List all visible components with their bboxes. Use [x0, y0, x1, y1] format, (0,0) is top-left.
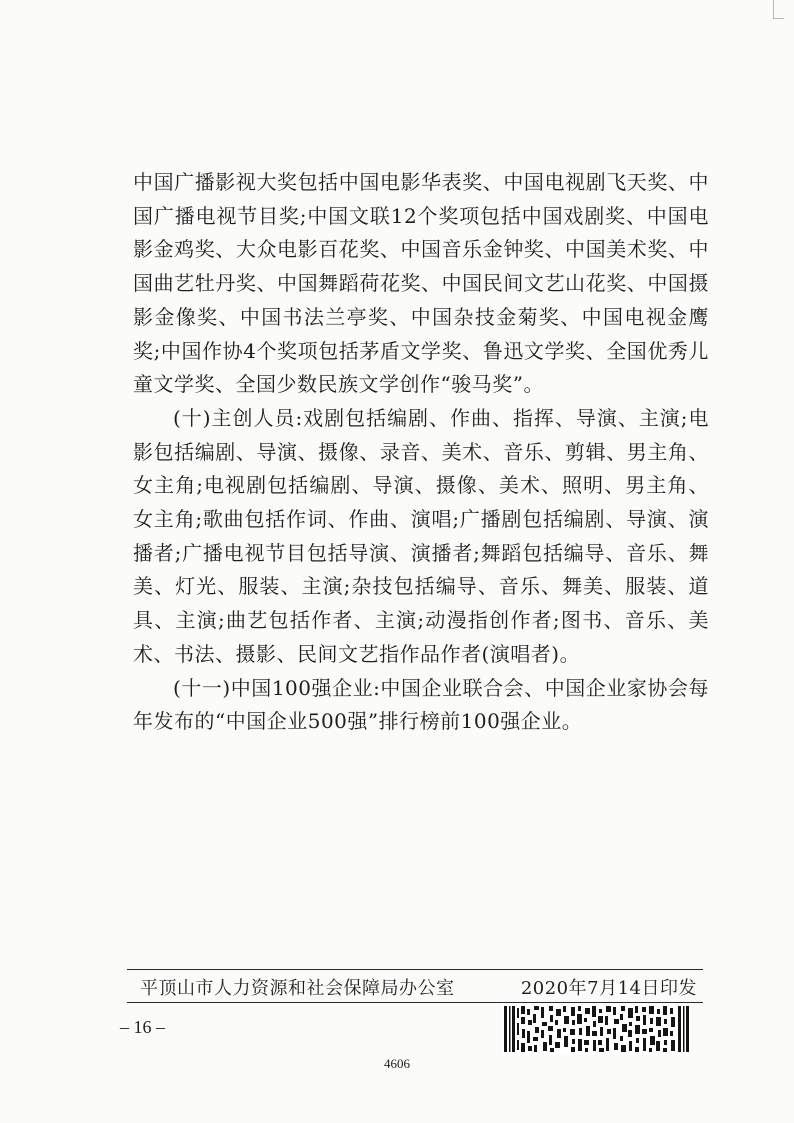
issuing-office: 平顶山市人力资源和社会保障局办公室: [140, 978, 455, 999]
scan-corner-mark: [773, 0, 784, 19]
issue-date: 2020年7月14日印发: [520, 978, 697, 999]
document-code: 4606: [384, 1056, 410, 1071]
paragraph-top-100-enterprises: (十一)中国100强企业:中国企业联合会、中国企业家协会每年发布的“中国企业500强”排行榜前100强企业。: [133, 675, 709, 734]
document-body: [133, 166, 709, 739]
paragraph-main-creators: (十)主创人员:戏剧包括编剧、作曲、指挥、导演、主演;电影包括编剧、导演、摄像、录音、美术、音乐、剪辑、男主角、女主角;电视剧包括编剧、导演、摄像、美术、照明、男主角、女主角;歌曲包括作词、作曲、演唱;广播剧包括编剧、导演、演播者;广播电视节目包括导演、演播者;舞蹈包括编导、音乐、舞美、灯光、服装、主演;杂技包括编导、音乐、舞美、服装、道具、主演;曲艺包括作者、主演;动漫指创作者;图书、音乐、美术、书法、摄影、民间文艺指作品作者(演唱者)。: [133, 405, 709, 666]
footer-rule-top: [127, 969, 703, 970]
paragraph-awards-continuation: 中国广播影视大奖包括中国电影华表奖、中国电视剧飞天奖、中国广播电视节目奖;中国文联12个奖项包括中国戏剧奖、中国电影金鸡奖、大众电影百花奖、中国音乐金钟奖、中国美术奖、中国曲艺牡丹奖、中国舞蹈荷花奖、中国民间文艺山花奖、中国摄影金像奖、中国书法兰亭奖、中国杂技金菊奖、中国电视金鹰奖;中国作协4个奖项包括茅盾文学奖、鲁迅文学奖、全国优秀儿童文学奖、全国少数民族文学创作“骏马奖”。: [133, 170, 709, 397]
page-number: – 16 –: [120, 1017, 165, 1037]
document-barcode-icon: [502, 1003, 692, 1055]
